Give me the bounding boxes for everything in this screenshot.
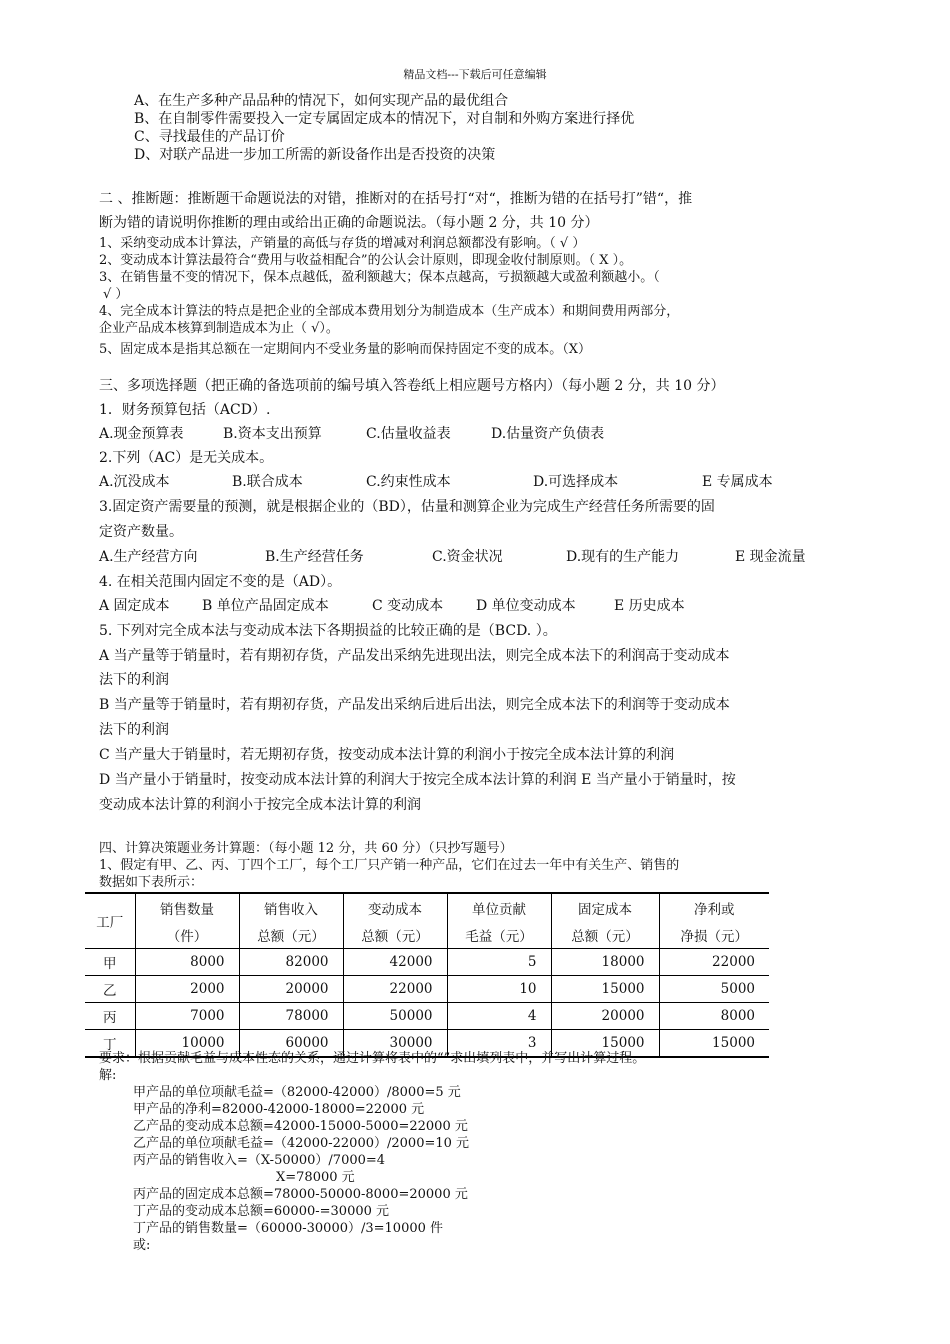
- table-header-cell: 总额（元）: [239, 921, 343, 949]
- mc-question-5: 5. 下列对完全成本法与变动成本法下各期损益的比较正确的是（BCD. ）。: [99, 623, 557, 639]
- table-cell: 8000: [659, 1003, 769, 1030]
- solution-step-5: 丙产品的销售收入=（X-50000）/7000=4: [133, 1153, 386, 1168]
- table-header-cell: 净利或: [659, 893, 769, 921]
- table-header-cell: 单位贡献: [447, 893, 551, 921]
- mc-q2-opt-c: C.约束性成本: [366, 474, 451, 490]
- option-b: B、在自制零件需要投入一定专属固定成本的情况下，对自制和外购方案进行择优: [134, 111, 635, 127]
- mc-q4-opt-e: E 历史成本: [614, 598, 685, 614]
- table-cell: 20000: [239, 976, 343, 1003]
- mc-q1-opt-c: C.估量收益表: [366, 426, 451, 442]
- solution-step-6: X=78000 元: [276, 1170, 355, 1185]
- table-header-cell: （件）: [135, 921, 239, 949]
- table-cell: 3: [447, 1030, 551, 1058]
- table-header-cell: 总额（元）: [551, 921, 659, 949]
- judge-item-1: 1、采纳变动成本计算法，产销量的高低与存货的增减对利润总额都没有影响。（ √ ）: [99, 236, 586, 251]
- judge-item-5: 5、固定成本是指其总额在一定期间内不受业务量的影响而保持固定不变的成本。（X）: [99, 342, 592, 357]
- page-header: 精品文档---下载后可任意编辑: [403, 68, 547, 81]
- table-header-cell: 总额（元）: [343, 921, 447, 949]
- table-row: [85, 949, 769, 976]
- table-cell-factory: 丁: [85, 1030, 135, 1058]
- problem-1-line-1: 1、假定有甲、乙、丙、丁四个工厂，每个工厂只产销一种产品，它们在过去一年中有关生产、销售的: [99, 858, 680, 873]
- table-cell: 82000: [239, 949, 343, 976]
- option-d: D、对联产品进一步加工所需的新设备作出是否投资的决策: [134, 147, 496, 163]
- mc-q1-opt-a: A.现金预算表: [99, 426, 184, 442]
- judge-item-4-cont: 企业产品成本核算到制造成本为止（ √）。: [99, 321, 339, 336]
- data-table: [85, 892, 769, 1058]
- mc-q5-line-2: 法下的利润: [99, 672, 169, 688]
- table-header-cell: 固定成本: [551, 893, 659, 921]
- table-header-cell: 销售数量: [135, 893, 239, 921]
- table-cell-factory: 甲: [85, 949, 135, 976]
- table-header-cell: 净损（元）: [659, 921, 769, 949]
- judge-item-3-cont: √ ）: [103, 287, 129, 302]
- table-cell: 4: [447, 1003, 551, 1030]
- table-cell: 22000: [343, 976, 447, 1003]
- solution-step-4: 乙产品的单位项献毛益=（42000-22000）/2000=10 元: [133, 1136, 470, 1151]
- mc-q5-line-1: A 当产量等于销量时，若有期初存货，产品发出采纳先进现出法，则完全成本法下的利润高于变动成本: [99, 648, 730, 664]
- mc-q4-opt-d: D 单位变动成本: [476, 598, 576, 614]
- table-header-row: [85, 921, 769, 949]
- table-header-cell: 销售收入: [239, 893, 343, 921]
- problem-1-line-2: 数据如下表所示：: [99, 875, 204, 890]
- table-cell: 15000: [659, 1030, 769, 1058]
- mc-q1-opt-d: D.估量资产负债表: [491, 426, 605, 442]
- mc-q5-line-6: D 当产量小于销量时，按变动成本法计算的利润大于按完全成本法计算的利润 E 当产量小于销量时，按: [99, 772, 736, 788]
- mc-q2-opt-b: B.联合成本: [232, 474, 303, 490]
- mc-q3-opt-e: E 现金流量: [735, 549, 806, 565]
- mc-q4-opt-b: B 单位产品固定成本: [202, 598, 329, 614]
- table-cell: 60000: [239, 1030, 343, 1058]
- solution-step-7: 丙产品的固定成本总额=78000-50000-8000=20000 元: [133, 1187, 468, 1202]
- mc-q3-opt-b: B.生产经营任务: [265, 549, 364, 565]
- table-cell: 22000: [659, 949, 769, 976]
- mc-q5-line-5: C 当产量大于销量时，若无期初存货，按变动成本法计算的利润小于按完全成本法计算的利润: [99, 747, 675, 763]
- mc-question-2: 2.下列（AC）是无关成本。: [99, 450, 274, 466]
- table-cell: 20000: [551, 1003, 659, 1030]
- table-cell-factory: 丙: [85, 1003, 135, 1030]
- mc-q2-opt-d: D.可选择成本: [533, 474, 619, 490]
- mc-q3-opt-a: A.生产经营方向: [99, 549, 198, 565]
- solution-step-8: 丁产品的变动成本总额=60000-=30000 元: [133, 1204, 390, 1219]
- table-cell: 78000: [239, 1003, 343, 1030]
- table-header-cell: 变动成本: [343, 893, 447, 921]
- judge-item-3: 3、在销售量不变的情况下，保本点越低，盈利额越大；保本点越高，亏损额越大或盈利额越小。（: [99, 270, 660, 285]
- mc-question-4: 4. 在相关范围内固定不变的是（AD）。: [99, 574, 342, 590]
- table-cell: 18000: [551, 949, 659, 976]
- solution-step-3: 乙产品的变动成本总额=42000-15000-5000=22000 元: [133, 1119, 468, 1134]
- table-cell: 10: [447, 976, 551, 1003]
- table-header-row: [85, 893, 769, 921]
- table-cell: 15000: [551, 976, 659, 1003]
- solution-step-10: 或:: [133, 1238, 151, 1253]
- judge-item-2: 2、变动成本计算法最符合“费用与收益相配合”的公认会计原则，即现金收付制原则。（ X ）。: [99, 253, 633, 268]
- table-cell: 5000: [659, 976, 769, 1003]
- table-cell: 50000: [343, 1003, 447, 1030]
- mc-q1-opt-b: B.资本支出预算: [223, 426, 322, 442]
- mc-q3-opt-d: D.现有的生产能力: [566, 549, 680, 565]
- table-cell-factory: 乙: [85, 976, 135, 1003]
- table-cell: 10000: [135, 1030, 239, 1058]
- mc-q3-opt-c: C.资金状况: [432, 549, 503, 565]
- solution-label: 解:: [99, 1068, 117, 1083]
- solution-step-9: 丁产品的销售数量=（60000-30000）/3=10000 件: [133, 1221, 444, 1236]
- option-a: A、在生产多种产品品种的情况下，如何实现产品的最优组合: [134, 93, 509, 109]
- option-c: C、寻找最佳的产品订价: [134, 129, 285, 145]
- mc-question-3-cont: 定资产数量。: [99, 524, 183, 540]
- section2-title-line1: 二 、推断题：推断题干命题说法的对错，推断对的在括号打“对“，推断为错的在括号打”错“，推: [99, 191, 693, 207]
- table-cell: 2000: [135, 976, 239, 1003]
- mc-q5-line-3: B 当产量等于销量时，若有期初存货，产品发出采纳后进后出法，则完全成本法下的利润等于变动成本: [99, 697, 730, 713]
- mc-question-3: 3.固定资产需要量的预测，就是根据企业的（BD），估量和测算企业为完成生产经营任务所需要的固: [99, 499, 715, 515]
- table-row: [85, 976, 769, 1003]
- mc-q4-opt-a: A 固定成本: [99, 598, 170, 614]
- mc-q5-line-7: 变动成本法计算的利润小于按完全成本法计算的利润: [99, 797, 421, 813]
- mc-q2-opt-a: A.沉没成本: [99, 474, 170, 490]
- table-cell: 8000: [135, 949, 239, 976]
- section4-title: 四、计算决策题业务计算题：（每小题 12 分，共 60 分）（只抄写题号）: [99, 841, 513, 856]
- mc-q2-opt-e: E 专属成本: [702, 474, 773, 490]
- table-header-factory: 工厂: [96, 915, 124, 931]
- table-row: [85, 1003, 769, 1030]
- mc-q5-line-4: 法下的利润: [99, 722, 169, 738]
- solution-step-1: 甲产品的单位项献毛益=（82000-42000）/8000=5 元: [133, 1085, 461, 1100]
- table-header-cell: 毛益（元）: [447, 921, 551, 949]
- table-cell: 5: [447, 949, 551, 976]
- section2-title-line2: 断为错的请说明你推断的理由或给出正确的命题说法。（每小题 2 分，共 10 分）: [99, 215, 599, 231]
- table-cell: 42000: [343, 949, 447, 976]
- table-cell: 30000: [343, 1030, 447, 1058]
- table-cell: 7000: [135, 1003, 239, 1030]
- section3-title: 三、多项选择题（把正确的备选项前的编号填入答卷纸上相应题号方格内）（每小题 2 分，共 10 分）: [99, 378, 725, 394]
- mc-question-1: 1．财务预算包括（ACD）.: [99, 402, 271, 418]
- mc-q4-opt-c: C 变动成本: [372, 598, 444, 614]
- solution-step-2: 甲产品的净利=82000-42000-18000=22000 元: [133, 1102, 425, 1117]
- judge-item-4: 4、完全成本计算法的特点是把企业的全部成本费用划分为制造成本（生产成本）和期间费用两部分，: [99, 304, 680, 319]
- requirement: 要求：根据贡献毛益与成本性态的关系，通过计算将表中的“”求出填列表中，并写出计算过程。: [99, 1051, 646, 1066]
- table-cell: 15000: [551, 1030, 659, 1058]
